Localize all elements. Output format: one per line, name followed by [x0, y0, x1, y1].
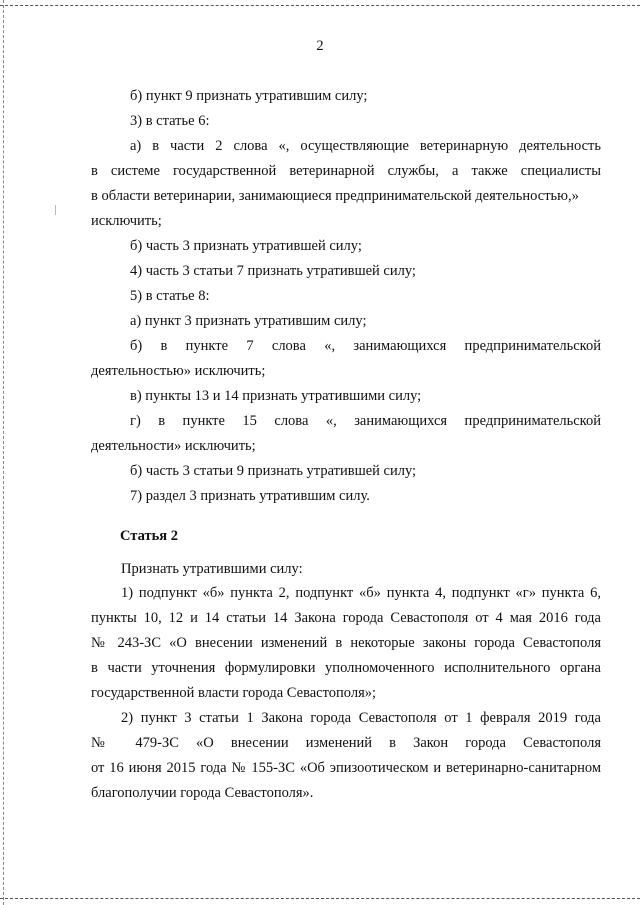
text-line: а) в части 2 слова «, осуществляющие ветеринарную деятельность: [130, 138, 601, 154]
text-line: 1) подпункт «б» пункта 2, подпункт «б» пункта 4, подпункт «г» пункта 6,: [121, 585, 601, 601]
text-line: а) пункт 3 признать утратившим силу;: [130, 313, 367, 329]
scan-edge-bottom: [0, 898, 640, 899]
text-line: б) часть 3 признать утратившей силу;: [130, 238, 362, 254]
text-line: 3) в статье 6:: [130, 113, 210, 129]
text-line: б) в пункте 7 слова «, занимающихся предпринимательской: [130, 338, 601, 354]
page-number: 2: [316, 38, 324, 54]
text-line: 2) пункт 3 статьи 1 Закона города Севастополя от 1 февраля 2019 года: [121, 710, 601, 726]
text-line: 7) раздел 3 признать утратившим силу.: [130, 488, 370, 504]
scan-edge-left: [3, 0, 4, 905]
text-line: б) пункт 9 признать утратившим силу;: [130, 88, 368, 104]
text-line: б) часть 3 статьи 9 признать утратившей силу;: [130, 463, 417, 479]
text-line: № 243-ЗС «О внесении изменений в некоторые законы города Севастополя: [91, 635, 601, 651]
text-line: в) пункты 13 и 14 признать утратившими силу;: [130, 388, 422, 404]
text-line: от 16 июня 2015 года № 155-ЗС «Об эпизоотическом и ветеринарно-санитарном: [91, 760, 601, 776]
text-line: исключить;: [91, 213, 162, 229]
text-line: деятельности» исключить;: [91, 438, 256, 454]
margin-mark: [55, 205, 60, 215]
text-line: г) в пункте 15 слова «, занимающихся предпринимательской: [130, 413, 601, 429]
text-line: Признать утратившими силу:: [121, 561, 303, 577]
scan-edge-top: [0, 5, 640, 6]
text-line: пункты 10, 12 и 14 статьи 14 Закона города Севастополя от 4 мая 2016 года: [91, 610, 601, 626]
text-line: 4) часть 3 статьи 7 признать утратившей силу;: [130, 263, 416, 279]
text-line: в части уточнения формулировки уполномоченного исполнительного органа: [91, 660, 601, 676]
text-line: государственной власти города Севастополя»;: [91, 685, 377, 701]
text-line: деятельностью» исключить;: [91, 363, 266, 379]
text-line: № 479-ЗС «О внесении изменений в Закон города Севастополя: [91, 735, 601, 751]
text-line: в системе государственной ветеринарной службы, а также специалисты: [91, 163, 601, 179]
text-line: 5) в статье 8:: [130, 288, 210, 304]
article-heading: Статья 2: [120, 528, 178, 544]
text-line: благополучии города Севастополя».: [91, 785, 314, 801]
text-line: в области ветеринарии, занимающиеся предпринимательской деятельностью,»: [91, 188, 579, 204]
